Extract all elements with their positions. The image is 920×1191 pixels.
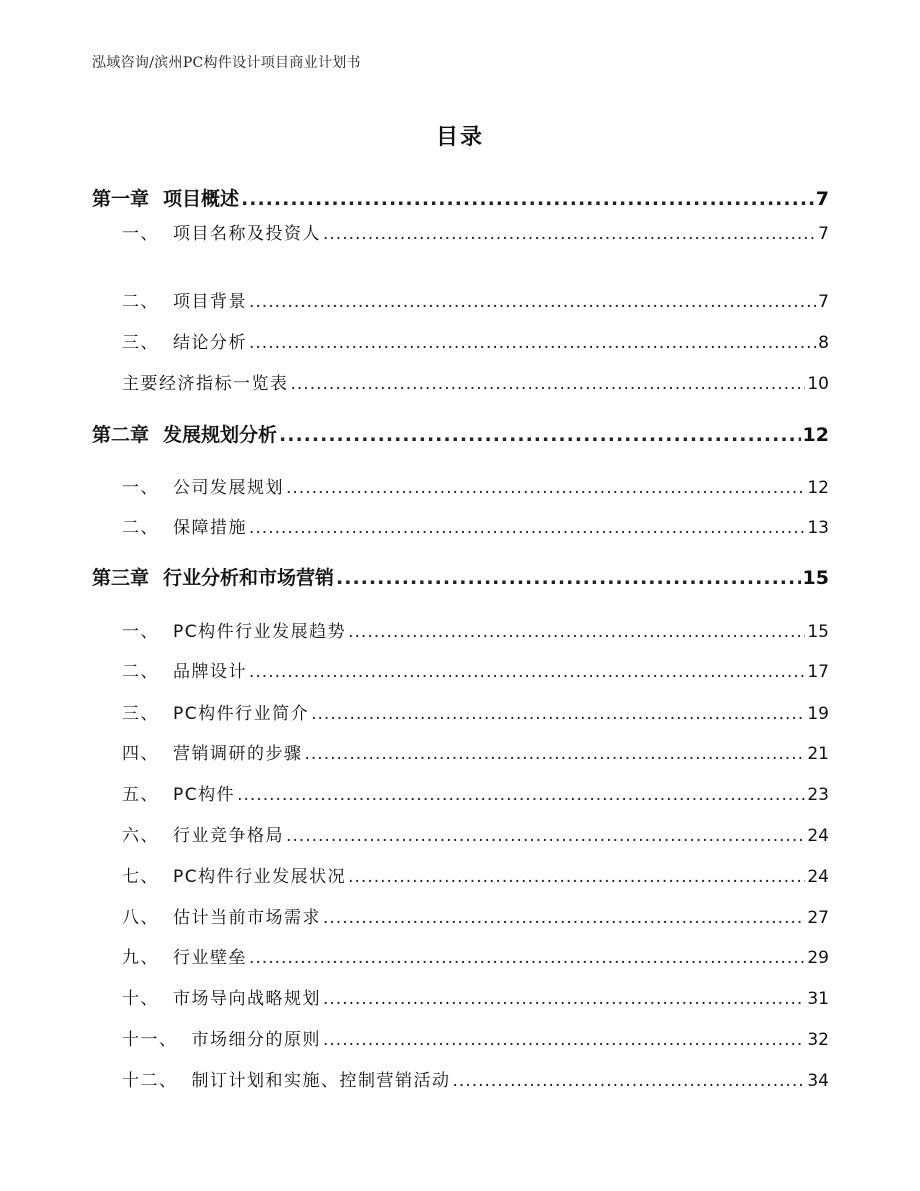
toc-entry-number: 八、 [122, 908, 159, 928]
dot-leader [348, 867, 805, 887]
dot-leader [323, 224, 816, 244]
dot-leader [249, 518, 805, 538]
toc-entry-number: 五、 [122, 785, 159, 805]
toc-entry-number: 第二章 [92, 424, 150, 446]
toc-page-number: 32 [807, 1030, 829, 1050]
dot-leader [305, 744, 806, 764]
toc-page-number: 10 [807, 374, 829, 394]
toc-entry-label: 行业壁垒 [173, 948, 247, 968]
toc-page-number: 27 [807, 908, 829, 928]
toc-entry-label: PC构件 [173, 785, 236, 805]
toc-section-entry[interactable] [92, 369, 829, 394]
toc-entry-label: 品牌设计 [173, 662, 247, 682]
toc-page-number: 24 [807, 826, 829, 846]
toc-section-entry[interactable] [92, 739, 829, 764]
toc-entry-label: PC构件行业发展趋势 [173, 622, 347, 642]
dot-leader [348, 622, 805, 642]
toc-page-number: 13 [807, 518, 829, 538]
toc-section-entry[interactable] [92, 219, 829, 244]
toc-entry-label: 结论分析 [173, 333, 247, 353]
toc-section-entry[interactable] [92, 1025, 829, 1050]
dot-leader [249, 662, 805, 682]
toc-section-entry[interactable] [92, 821, 829, 846]
toc-entry-number: 六、 [122, 826, 159, 846]
dot-leader [291, 374, 806, 394]
toc-entry-number: 三、 [122, 704, 159, 724]
toc-entry-number: 一、 [122, 224, 159, 244]
toc-entry-number: 二、 [122, 662, 159, 682]
toc-entry-label: 主要经济指标一览表 [122, 374, 289, 394]
toc-entry-label: 估计当前市场需求 [173, 908, 321, 928]
dot-leader [453, 1071, 806, 1091]
dot-leader [249, 292, 816, 312]
toc-entry-label: 行业分析和市场营销 [163, 567, 335, 589]
toc-section-entry[interactable] [92, 780, 829, 805]
toc-entry-number: 九、 [122, 948, 159, 968]
toc-entry-number: 二、 [122, 292, 159, 312]
toc-page-number: 23 [807, 785, 829, 805]
toc-entry-number: 一、 [122, 622, 159, 642]
toc-section-entry[interactable] [92, 903, 829, 928]
dot-leader [323, 1030, 805, 1050]
toc-entry-label: 项目背景 [173, 292, 247, 312]
dot-leader [249, 333, 816, 353]
toc-entry-label: 市场细分的原则 [191, 1030, 321, 1050]
toc-entry-number: 二、 [122, 518, 159, 538]
toc-entry-number: 四、 [122, 744, 159, 764]
toc-section-entry[interactable] [92, 862, 829, 887]
toc-page-number: 21 [807, 744, 829, 764]
toc-page-number: 15 [802, 567, 829, 589]
toc-entry-label: 发展规划分析 [163, 424, 278, 446]
toc-entry-number: 十二、 [122, 1071, 178, 1091]
toc-section-entry[interactable] [92, 1066, 829, 1091]
toc-section-entry[interactable] [92, 657, 829, 682]
toc-page-number: 7 [818, 292, 829, 312]
toc-page-number: 31 [807, 989, 829, 1009]
toc-page-number: 19 [807, 704, 829, 724]
toc-entry-label: 市场导向战略规划 [173, 989, 321, 1009]
toc-page-number: 24 [807, 867, 829, 887]
toc-entry-label: PC构件行业简介 [173, 704, 310, 724]
toc-entry-label: 行业竞争格局 [173, 826, 284, 846]
dot-leader [336, 567, 801, 589]
toc-section-entry[interactable] [92, 984, 829, 1009]
toc-entry-label: 公司发展规划 [173, 478, 284, 498]
toc-section-entry[interactable] [92, 943, 829, 968]
toc-entry-number: 十一、 [122, 1030, 178, 1050]
toc-entry-number: 十、 [122, 989, 159, 1009]
dot-leader [323, 989, 805, 1009]
toc-entry-number: 第三章 [92, 567, 150, 589]
toc-entry-number: 第一章 [92, 188, 150, 210]
dot-leader [241, 188, 814, 210]
toc-entry-number: 七、 [122, 867, 159, 887]
toc-page-number: 12 [807, 478, 829, 498]
toc-page-number: 29 [807, 948, 829, 968]
toc-title: 目录 [435, 125, 484, 150]
dot-leader [323, 908, 805, 928]
toc-section-entry[interactable] [92, 328, 829, 353]
toc-section-entry[interactable] [92, 699, 829, 724]
toc-entry-number: 一、 [122, 478, 159, 498]
toc-entry-label: 项目概述 [163, 188, 240, 210]
toc-chapter-entry[interactable] [92, 184, 829, 211]
toc-page-number: 17 [807, 662, 829, 682]
toc-section-entry[interactable] [92, 513, 829, 538]
toc-entry-label: 保障措施 [173, 518, 247, 538]
dot-leader [279, 424, 801, 446]
toc-chapter-entry[interactable] [92, 420, 829, 447]
dot-leader [311, 704, 805, 724]
dot-leader [286, 826, 805, 846]
toc-section-entry[interactable] [92, 617, 829, 642]
toc-entry-number: 三、 [122, 333, 159, 353]
toc-section-entry[interactable] [92, 287, 829, 312]
dot-leader [249, 948, 805, 968]
toc-page-number: 7 [818, 224, 829, 244]
toc-page-number: 8 [818, 333, 829, 353]
toc-page-number: 7 [815, 188, 829, 210]
toc-entry-label: PC构件行业发展状况 [173, 867, 347, 887]
dot-leader [237, 785, 805, 805]
toc-page-number: 34 [807, 1071, 829, 1091]
toc-entry-label: 制订计划和实施、控制营销活动 [191, 1071, 451, 1091]
toc-page-number: 15 [807, 622, 829, 642]
toc-entry-label: 营销调研的步骤 [173, 744, 303, 764]
toc-page-number: 12 [802, 424, 829, 446]
toc-chapter-entry[interactable] [92, 563, 829, 590]
toc-section-entry[interactable] [92, 473, 829, 498]
dot-leader [286, 478, 805, 498]
toc-entry-label: 项目名称及投资人 [173, 224, 321, 244]
running-header: 泓域咨询/滨州PC构件设计项目商业计划书 [92, 55, 361, 71]
